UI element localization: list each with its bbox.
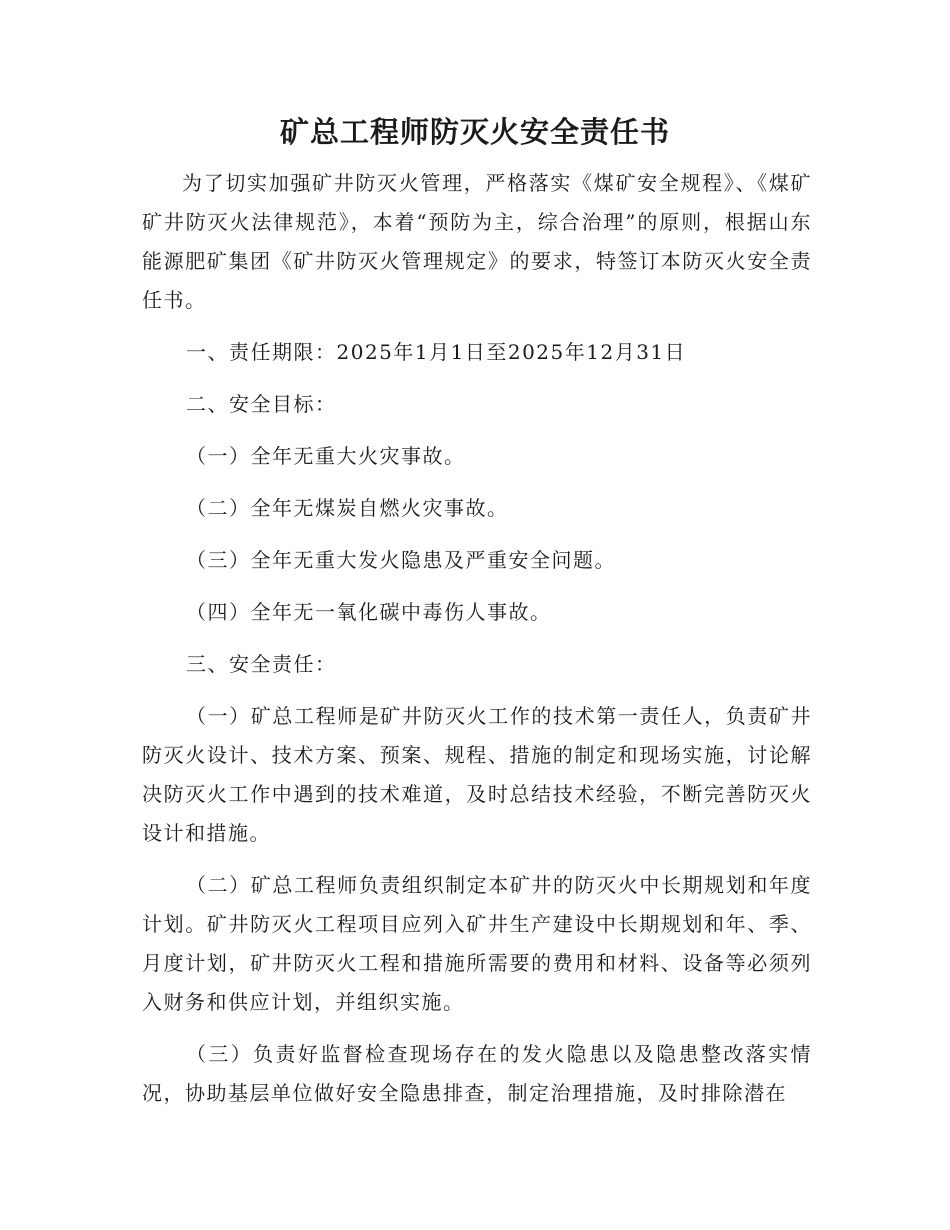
goal-item: （一）全年无重大火灾事故。 (186, 444, 466, 468)
goals-heading: 二、安全目标： (186, 392, 337, 416)
responsibility-paragraph: （一）矿总工程师是矿井防灭火工作的技术第一责任人，负责矿井防灭火设计、技术方案、预案、规程、措施的制定和现场实施，讨论解决防灭火工作中遇到的技术难道，及时总结技术经验，不断完善防灭火设计和措施。 (142, 704, 812, 845)
document-body (142, 164, 812, 1113)
responsibility-paragraph: （三）负责好监督检查现场存在的发火隐患以及隐患整改落实情况，协助基层单位做好安全隐患排查，制定治理措施，及时排除潜在 (142, 1042, 812, 1105)
goal-item: （四）全年无一氧化碳中毒伤人事故。 (186, 600, 552, 624)
goal-item: （三）全年无重大发火隐患及严重安全问题。 (186, 548, 616, 572)
responsibilities-heading: 三、安全责任： (186, 652, 337, 676)
document-title: 矿总工程师防灭火安全责任书 (279, 115, 670, 149)
responsibility-paragraph: （二）矿总工程师负责组织制定本矿井的防灭火中长期规划和年度计划。矿井防灭火工程项目应列入矿井生产建设中长期规划和年、季、月度计划，矿井防灭火工程和措施所需要的费用和材料、设备等必须列入财务和供应计划，并组织实施。 (142, 873, 812, 1014)
period-paragraph: 一、责任期限：2025年1月1日至2025年12月31日 (186, 340, 687, 364)
goal-item: （二）全年无煤炭自燃火灾事故。 (186, 496, 509, 520)
intro-paragraph: 为了切实加强矿井防灭火管理，严格落实《煤矿安全规程》、《煤矿矿井防灭火法律规范》，本着“预防为主，综合治理”的原则，根据山东能源肥矿集团《矿井防灭火管理规定》的要求，特签订本防灭火安全责任书。 (142, 171, 812, 312)
